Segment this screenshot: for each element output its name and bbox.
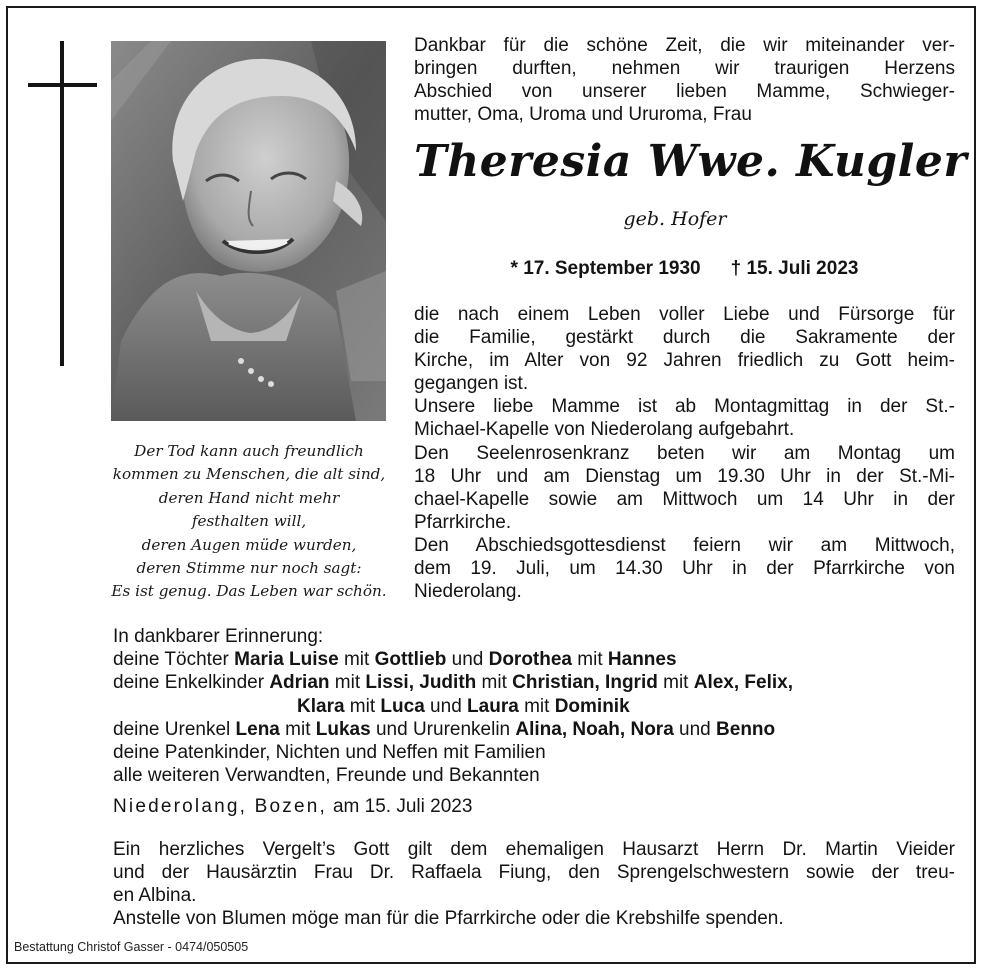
intro-paragraph: [414, 34, 955, 126]
poem-line: deren Stimme nur noch sagt:: [136, 559, 362, 578]
family-text: und Ururenkelin: [370, 718, 516, 740]
intro-line: mutter, Oma, Uroma und Ururoma, Frau: [414, 104, 752, 125]
maiden-name: geb. Hofer: [623, 208, 727, 230]
detail-line: Niederolang.: [414, 581, 522, 603]
poem-line: Es ist genug. Das Leben war schön.: [111, 582, 387, 601]
family-name: Adrian: [269, 672, 330, 694]
detail-line: Unsere liebe Mamme ist ab Montagmittag in der St.-: [414, 396, 955, 418]
thanks-line: und der Hausärztin Frau Dr. Raffaela Fiung, den Sprengelschwestern sowie der treu-: [113, 862, 955, 883]
family-text: mit: [344, 695, 381, 717]
detail-line: chael-Kapelle sowie am Mittwoch um 14 Uhr in der: [414, 488, 955, 510]
poem-line: kommen zu Menschen, die alt sind,: [112, 465, 386, 484]
family-list: [113, 625, 963, 787]
family-text: und: [673, 718, 717, 740]
place-date: [113, 795, 472, 819]
family-text: und: [424, 695, 468, 717]
family-name: Dominik: [554, 695, 630, 717]
poem-line: festhalten will,: [191, 512, 307, 531]
family-name: Lena: [235, 718, 280, 740]
birth-date: * 17. September 1930: [510, 258, 701, 279]
family-text: mit: [476, 672, 513, 694]
family-great-grandchildren: [113, 718, 963, 741]
detail-line: 18 Uhr und am Dienstag um 19.30 Uhr in der St.-Mi-: [414, 465, 955, 487]
family-text: mit: [329, 672, 366, 694]
family-name: Lukas: [315, 718, 371, 740]
family-name: Gottlieb: [374, 649, 447, 671]
family-grandchildren: [113, 671, 963, 694]
thanks-line: Ein herzliches Vergelt’s Gott gilt dem ehemaligen Hausarzt Herrn Dr. Martin Vieider: [113, 839, 955, 860]
detail-line: Michael-Kapelle von Niederolang aufgebahrt.: [414, 419, 795, 441]
family-text: deine Urenkel: [113, 718, 236, 740]
thanks-line: en Albina.: [113, 885, 197, 906]
detail-line: gegangen ist.: [414, 373, 529, 395]
family-text: deine Töchter: [113, 649, 235, 671]
family-name: Alina, Noah, Nora: [515, 718, 674, 740]
funeral-details: [414, 303, 955, 603]
thanks-paragraph: [113, 838, 955, 930]
cross-horizontal-bar: [28, 83, 97, 87]
family-name: Christian, Ingrid: [512, 672, 658, 694]
family-daughters: [113, 648, 963, 671]
place-location: Niederolang, Bozen,: [113, 796, 327, 817]
family-grandchildren-cont: [113, 695, 963, 718]
death-date: † 15. Juli 2023: [730, 258, 859, 279]
family-name: Benno: [716, 718, 776, 740]
detail-line: die nach einem Leben voller Liebe und Fürsorge für: [414, 304, 955, 325]
thanks-line: Anstelle von Blumen möge man für die Pfarrkirche oder die Krebshilfe spenden.: [113, 908, 784, 929]
intro-line: Dankbar für die schöne Zeit, die wir miteinander ver-: [414, 35, 955, 56]
cross-vertical-bar: [60, 41, 64, 366]
family-text: mit: [518, 695, 555, 717]
detail-line: Den Abschiedsgottesdienst feiern wir am Mittwoch,: [414, 534, 955, 556]
family-name: Luca: [380, 695, 425, 717]
family-name: Maria Luise: [234, 649, 339, 671]
family-text: mit: [657, 672, 694, 694]
place-day: am 15. Juli 2023: [332, 796, 473, 817]
family-text: und: [446, 649, 489, 671]
family-name: Lissi, Judith: [365, 672, 477, 694]
detail-line: die Familie, gestärkt durch die Sakramente der: [414, 327, 955, 349]
detail-line: Pfarrkirche.: [414, 511, 512, 533]
family-text: mit: [338, 649, 375, 671]
family-name: Laura: [467, 695, 519, 717]
family-name: Hannes: [607, 649, 677, 671]
poem-line: deren Hand nicht mehr: [158, 488, 340, 507]
deceased-name: Theresia Wwe. Kugler: [414, 136, 968, 187]
family-heading: In dankbarer Erinnerung:: [113, 626, 324, 647]
detail-line: Den Seelenrosenkranz beten wir am Montag um: [414, 442, 955, 464]
life-dates: [414, 256, 955, 282]
detail-line: Kirche, im Alter von 92 Jahren friedlich zu Gott heim-: [414, 350, 955, 372]
poem-line: Der Tod kann auch freundlich: [134, 442, 364, 460]
detail-line: dem 19. Juli, um 14.30 Uhr in der Pfarrkirche von: [414, 558, 955, 580]
family-relatives: alle weiteren Verwandten, Freunde und Bekannten: [113, 765, 540, 787]
intro-line: Abschied von unserer lieben Mamme, Schwieger-: [414, 81, 955, 102]
family-text: deine Enkelkinder: [113, 672, 270, 694]
intro-line: bringen durften, nehmen wir traurigen Herzens: [414, 58, 955, 79]
family-name: Klara: [297, 695, 345, 717]
memorial-poem: [104, 440, 394, 604]
family-text: mit: [279, 718, 316, 740]
poem-line: deren Augen müde wurden,: [141, 535, 357, 554]
family-text: mit: [572, 649, 608, 671]
family-name: Alex, Felix,: [693, 672, 794, 694]
funeral-home-credit: Bestattung Christof Gasser - 0474/050505: [14, 940, 249, 954]
family-name: Dorothea: [488, 649, 573, 671]
family-godchildren: deine Patenkinder, Nichten und Neffen mit Familien: [113, 742, 546, 764]
portrait-photo: [111, 41, 386, 421]
